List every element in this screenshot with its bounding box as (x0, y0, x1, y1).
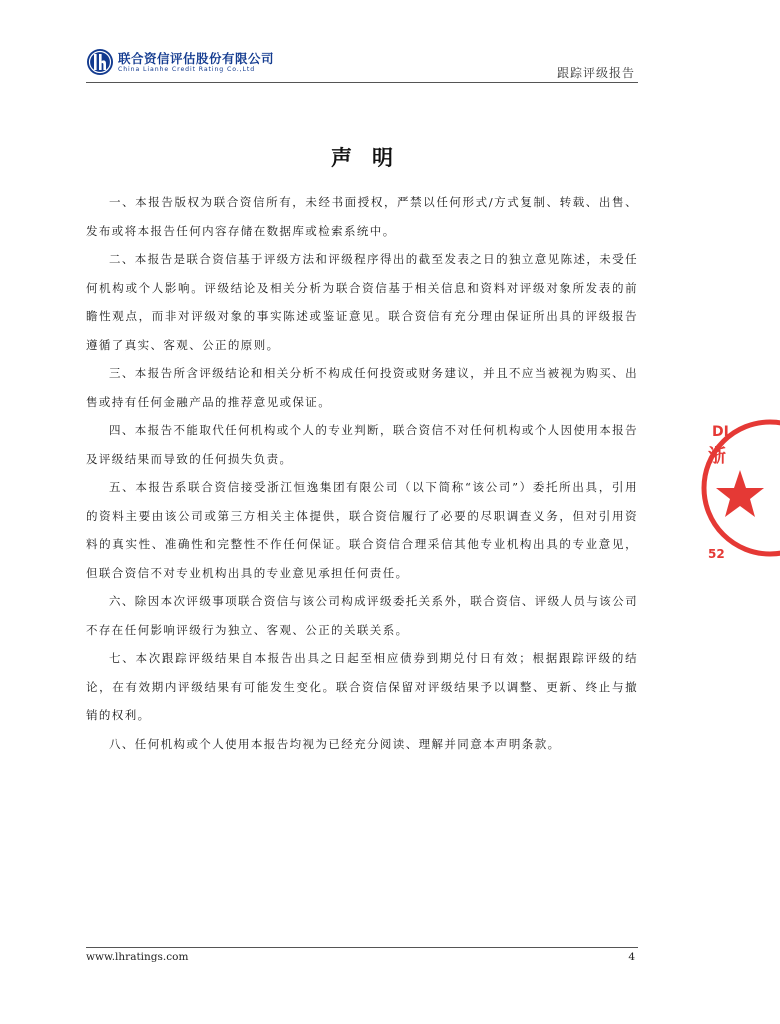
footer-website-link[interactable]: www.lhratings.com (86, 951, 189, 963)
statement-paragraph-3: 三、本报告所含评级结论和相关分析不构成任何投资或财务建议，并且不应当被视为购买、出售或持有任何金融产品的推荐意见或保证。 (86, 366, 638, 409)
stamp-text-top: DI (712, 424, 729, 440)
statement-paragraph-7: 七、本次跟踪评级结果自本报告出具之日起至相应债券到期兑付日有效；根据跟踪评级的结论，在有效期内评级结果有可能发生变化。联合资信保留对评级结果予以调整、更新、终止与撤销的权利。 (86, 651, 638, 722)
stamp-text-bottom: 52 (708, 547, 725, 561)
statement-paragraph-6: 六、除因本次评级事项联合资信与该公司构成评级委托关系外，联合资信、评级人员与该公司不存在任何影响评级行为独立、客观、公正的关联关系。 (86, 594, 638, 637)
statement-paragraph-1: 一、本报告版权为联合资信所有，未经书面授权，严禁以任何形式/方式复制、转载、出售、发布或将本报告任何内容存储在数据库或检索系统中。 (86, 195, 638, 238)
report-type-label: 跟踪评级报告 (556, 66, 635, 80)
lianhe-logo-icon (86, 48, 114, 76)
company-name-en: China Lianhe Credit Rating Co.,Ltd (118, 65, 256, 73)
statement-body (86, 188, 638, 758)
stamp-text-mid: 浙 (708, 446, 726, 467)
official-seal-stamp (700, 408, 780, 568)
statement-paragraph-4: 四、本报告不能取代任何机构或个人的专业判断，联合资信不对任何机构或个人因使用本报告及评级结果而导致的任何损失负责。 (86, 423, 638, 466)
company-name-cn: 联合资信评估股份有限公司 (118, 50, 275, 66)
statement-paragraph-5: 五、本报告系联合资信接受浙江恒逸集团有限公司（以下简称“该公司”）委托所出具，引用的资料主要由该公司或第三方相关主体提供，联合资信履行了必要的尽职调查义务，但对引用资料的真实性、准确性和完整性不作任何保证。联合资信合理采信其他专业机构出具的专业意见，但联合资信不对专业机构出具的专业意见承担任何责任。 (86, 480, 638, 580)
header-divider (86, 82, 638, 83)
page-title: 声明 (331, 145, 413, 170)
footer-divider (86, 947, 638, 948)
statement-paragraph-2: 二、本报告是联合资信基于评级方法和评级程序得出的截至发表之日的独立意见陈述，未受任何机构或个人影响。评级结论及相关分析为联合资信基于相关信息和资料对评级对象所发表的前瞻性观点，而非对评级对象的事实陈述或鉴证意见。联合资信有充分理由保证所出具的评级报告遵循了真实、客观、公正的原则。 (86, 252, 638, 352)
company-logo (86, 48, 274, 76)
statement-paragraph-8: 八、任何机构或个人使用本报告均视为已经充分阅读、理解并同意本声明条款。 (109, 736, 561, 751)
page-number: 4 (628, 951, 635, 963)
